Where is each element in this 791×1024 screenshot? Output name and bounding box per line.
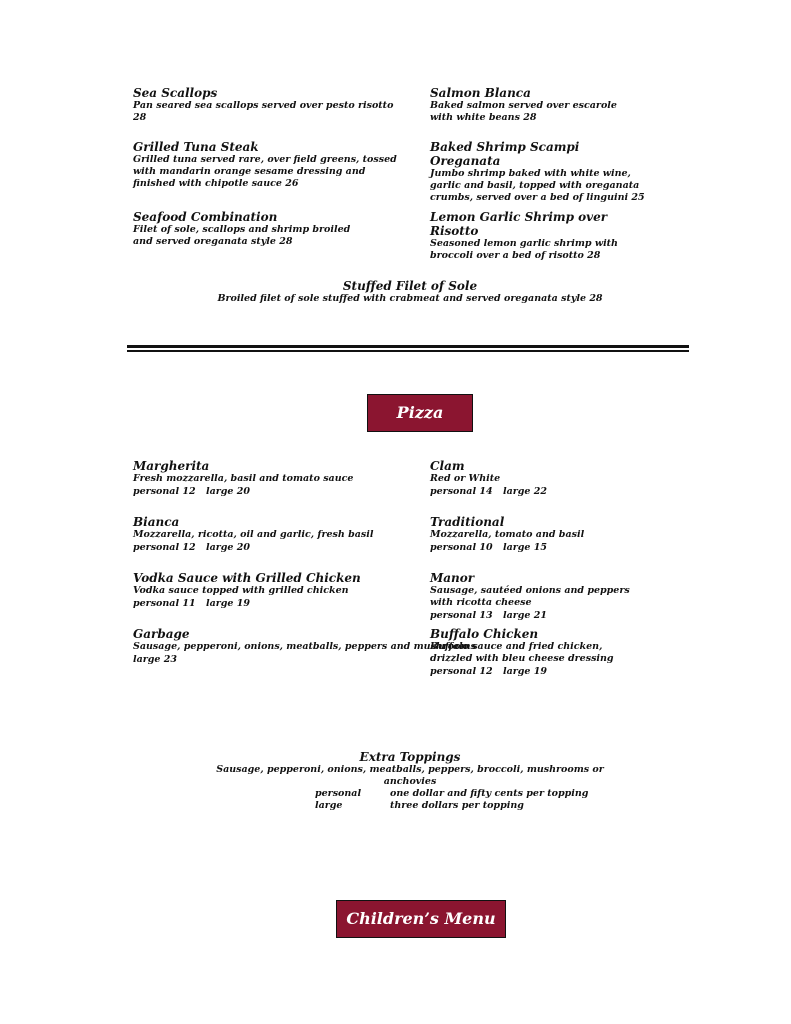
item-prices — [430, 665, 645, 678]
topping-size: large — [315, 800, 343, 811]
menu-item-traditional — [430, 515, 650, 554]
extra-toppings — [200, 750, 620, 812]
topping-price-row — [200, 788, 620, 800]
item-description: Filet of sole, scallops and shrimp broiled and served oreganata style 28 — [133, 224, 351, 247]
price-large: large 23 — [133, 654, 177, 665]
item-name: Clam — [430, 459, 465, 473]
item-name: Baked Shrimp Scampi Oreganata — [430, 140, 580, 168]
menu-item-salmon-blanca — [430, 86, 640, 124]
item-name: Sea Scallops — [133, 86, 218, 100]
item-prices — [430, 609, 655, 622]
price-personal: personal 13 — [430, 610, 493, 621]
price-personal: personal 10 — [430, 542, 493, 553]
menu-item-lemon-garlic-shrimp — [430, 210, 650, 262]
pizza-section-banner: Pizza — [367, 394, 473, 432]
extra-toppings-title: Extra Toppings — [359, 750, 461, 764]
item-description: Pan seared sea scallops served over pesto risotto 28 — [133, 100, 394, 123]
item-name: Lemon Garlic Shrimp over Risotto — [430, 210, 608, 238]
item-description: Red or White — [430, 473, 501, 484]
item-description: Grilled tuna served rare, over field greens, tossed with mandarin orange sesame dressing and finished with chipotle sauce 26 — [133, 154, 397, 189]
item-description: Mozzarella, ricotta, oil and garlic, fresh basil — [133, 529, 374, 540]
item-name: Garbage — [133, 627, 190, 641]
price-large: large 22 — [503, 486, 547, 497]
section-divider-thin — [127, 350, 689, 352]
price-large: large 20 — [206, 486, 250, 497]
menu-item-baked-shrimp-scampi — [430, 140, 650, 204]
menu-item-clam — [430, 459, 650, 498]
item-name: Manor — [430, 571, 475, 585]
childrens-menu-banner: Children’s Menu — [336, 900, 506, 938]
item-description: Vodka sauce topped with grilled chicken — [133, 585, 349, 596]
item-name: Margherita — [133, 459, 210, 473]
item-description: Broiled filet of sole stuffed with crabmeat and served oreganata style 28 — [217, 293, 603, 304]
item-name: Traditional — [430, 515, 505, 529]
item-description: Seasoned lemon garlic shrimp with broccoli over a bed of risotto 28 — [430, 238, 618, 261]
price-large: large 19 — [206, 598, 250, 609]
item-name: Vodka Sauce with Grilled Chicken — [133, 571, 361, 585]
item-name: Bianca — [133, 515, 180, 529]
item-prices — [133, 541, 403, 554]
price-large: large 20 — [206, 542, 250, 553]
item-description: Baked salmon served over escarole with white beans 28 — [430, 100, 617, 123]
item-name: Stuffed Filet of Sole — [342, 279, 478, 293]
item-description: Sausage, sautéed onions and peppers with ricotta cheese — [430, 585, 630, 608]
topping-size: personal — [315, 788, 362, 799]
item-prices — [133, 597, 403, 610]
price-personal: personal 12 — [133, 542, 196, 553]
item-description: Buffalo sauce and fried chicken, drizzled with bleu cheese dressing — [430, 641, 614, 664]
price-personal: personal 12 — [430, 666, 493, 677]
price-personal: personal 12 — [133, 486, 196, 497]
price-large: large 19 — [503, 666, 547, 677]
price-personal: personal 14 — [430, 486, 493, 497]
menu-item-garbage — [133, 627, 476, 666]
item-prices — [133, 653, 413, 666]
topping-price: three dollars per topping — [390, 800, 524, 811]
item-prices — [430, 541, 650, 554]
menu-item-manor — [430, 571, 655, 622]
topping-price-row — [200, 800, 620, 812]
item-name: Grilled Tuna Steak — [133, 140, 259, 154]
item-description: Mozzarella, tomato and basil — [430, 529, 585, 540]
price-large: large 15 — [503, 542, 547, 553]
menu-item-buffalo-chicken — [430, 627, 645, 678]
section-divider — [127, 345, 689, 348]
extra-toppings-list: Sausage, pepperoni, onions, meatballs, peppers, broccoli, mushrooms or anchovies — [216, 764, 604, 787]
item-prices — [430, 485, 650, 498]
item-prices — [133, 485, 403, 498]
menu-item-grilled-tuna-steak — [133, 140, 398, 190]
menu-item-bianca — [133, 515, 403, 554]
item-description: Jumbo shrimp baked with white wine, garlic and basil, topped with oreganata crumbs, served over a bed of linguini 25 — [430, 168, 645, 203]
menu-item-seafood-combination — [133, 210, 373, 248]
menu-item-vodka-sauce-chicken — [133, 571, 403, 610]
menu-item-stuffed-filet-of-sole — [200, 279, 620, 305]
topping-price: one dollar and fifty cents per topping — [390, 788, 589, 799]
item-name: Salmon Blanca — [430, 86, 531, 100]
item-name: Seafood Combination — [133, 210, 278, 224]
item-description: Sausage, pepperoni, onions, meatballs, peppers and mushrooms — [133, 641, 476, 652]
item-name: Buffalo Chicken — [430, 627, 539, 641]
menu-item-margherita — [133, 459, 403, 498]
item-description: Fresh mozzarella, basil and tomato sauce — [133, 473, 354, 484]
price-large: large 21 — [503, 610, 547, 621]
price-personal: personal 11 — [133, 598, 196, 609]
menu-item-sea-scallops — [133, 86, 403, 124]
